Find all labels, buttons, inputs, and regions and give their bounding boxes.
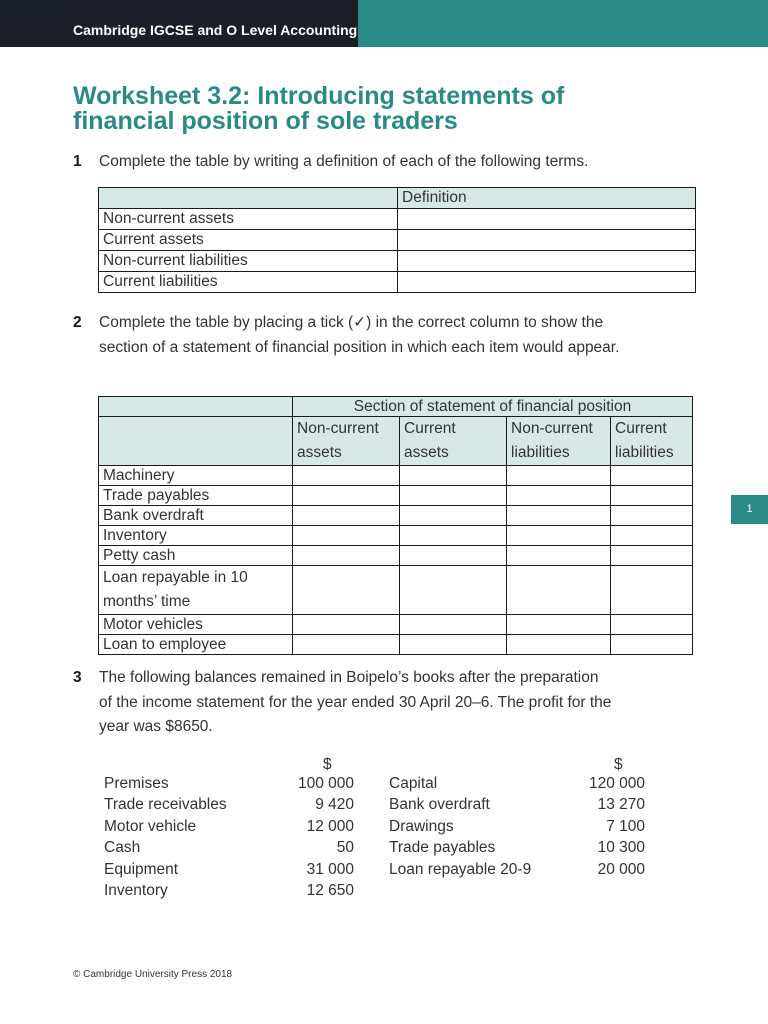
tick-cell[interactable]	[400, 615, 507, 635]
sections-table	[98, 396, 693, 655]
tick-cell[interactable]	[611, 526, 693, 546]
definition-answer-cell[interactable]	[398, 251, 696, 272]
balance-label: Inventory	[104, 882, 168, 900]
table-header-row	[99, 417, 693, 466]
balance-label: Premises	[104, 775, 169, 792]
question-3-number: 3	[73, 669, 82, 686]
left-balances-labels	[104, 773, 264, 901]
definition-answer-cell[interactable]	[398, 272, 696, 293]
item-cell: Loan repayable in 10 months’ time	[99, 566, 293, 615]
item-cell: Inventory	[99, 526, 293, 546]
tick-cell[interactable]	[400, 466, 507, 486]
tick-cell[interactable]	[507, 486, 611, 506]
definition-answer-cell[interactable]	[398, 230, 696, 251]
balance-value: 12 650	[306, 882, 354, 900]
table-row	[99, 566, 693, 615]
tick-cell[interactable]	[611, 615, 693, 635]
copyright-footer: © Cambridge University Press 2018	[73, 969, 233, 980]
balance-value: 100 000	[297, 775, 354, 792]
balance-value: 10 300	[597, 839, 645, 857]
balance-value: 50	[336, 839, 354, 857]
right-currency-header: $	[614, 756, 623, 773]
left-currency-header: $	[323, 756, 332, 773]
balance-label: Equipment	[104, 860, 179, 878]
page-number-tab: 1	[731, 495, 768, 524]
term-cell: Non-current assets	[99, 209, 398, 230]
question-2-text: Complete the table by placing a tick (✓) in the correct column to show the section of a statement of financial position in which each item would appear.	[99, 314, 620, 356]
table-row	[99, 635, 693, 655]
tick-cell[interactable]	[611, 635, 693, 655]
balance-value: 9 420	[315, 796, 354, 814]
tick-cell[interactable]	[293, 615, 400, 635]
right-balances-values	[559, 773, 645, 880]
tick-cell[interactable]	[293, 486, 400, 506]
balance-label: Cash	[104, 839, 141, 857]
tick-cell[interactable]	[507, 566, 611, 615]
definitions-table	[98, 187, 696, 293]
balance-value: 12 000	[306, 817, 354, 835]
column-header-non-current-assets: Non-current assets	[293, 417, 400, 466]
table-row	[99, 546, 693, 566]
tick-cell[interactable]	[293, 506, 400, 526]
item-cell: Trade payables	[99, 486, 293, 506]
tick-cell[interactable]	[293, 526, 400, 546]
column-header-current-liabilities: Current liabilities	[611, 417, 693, 466]
section-group-header: Section of statement of financial position	[293, 397, 693, 417]
tick-cell[interactable]	[611, 566, 693, 615]
balance-value: 31 000	[306, 860, 354, 878]
table-row	[99, 466, 693, 486]
tick-cell[interactable]	[611, 506, 693, 526]
tick-cell[interactable]	[400, 635, 507, 655]
column-header-non-current-liabilities: Non-current liabilities	[507, 417, 611, 466]
table-row	[99, 615, 693, 635]
table-row	[99, 251, 696, 272]
blank-header-cell	[99, 188, 398, 209]
tick-cell[interactable]	[400, 506, 507, 526]
balance-label: Trade payables	[389, 839, 496, 857]
tick-cell[interactable]	[400, 546, 507, 566]
table-row	[99, 486, 693, 506]
definition-header: Definition	[398, 188, 696, 209]
blank-header-cell	[99, 397, 293, 417]
balance-label: Bank overdraft	[389, 796, 490, 814]
term-cell: Current liabilities	[99, 272, 398, 293]
question-1-text: Complete the table by writing a definition of each of the following terms.	[99, 153, 589, 170]
item-cell: Bank overdraft	[99, 506, 293, 526]
term-cell: Current assets	[99, 230, 398, 251]
balance-value: 7 100	[606, 817, 645, 835]
table-row	[99, 230, 696, 251]
tick-cell[interactable]	[293, 466, 400, 486]
question-1-number: 1	[73, 153, 82, 170]
item-cell: Loan to employee	[99, 635, 293, 655]
balance-value: 13 270	[597, 796, 645, 814]
table-row	[99, 506, 693, 526]
table-row	[99, 526, 693, 546]
balance-label: Loan repayable 20-9	[389, 860, 532, 878]
tick-cell[interactable]	[293, 566, 400, 615]
blank-header-cell	[99, 417, 293, 466]
table-row	[99, 272, 696, 293]
item-cell: Machinery	[99, 466, 293, 486]
book-title: Cambridge IGCSE and O Level Accounting	[73, 22, 358, 38]
tick-cell[interactable]	[611, 486, 693, 506]
tick-cell[interactable]	[507, 466, 611, 486]
balance-label: Capital	[389, 775, 438, 792]
balance-value: 20 000	[597, 860, 645, 878]
table-row	[99, 209, 696, 230]
balance-label: Trade receivables	[104, 796, 227, 814]
tick-cell[interactable]	[507, 615, 611, 635]
tick-cell[interactable]	[400, 526, 507, 546]
tick-cell[interactable]	[611, 546, 693, 566]
definition-answer-cell[interactable]	[398, 209, 696, 230]
tick-cell[interactable]	[507, 546, 611, 566]
tick-cell[interactable]	[507, 526, 611, 546]
question-2-number: 2	[73, 314, 82, 331]
table-header-row	[99, 188, 696, 209]
tick-cell[interactable]	[293, 635, 400, 655]
balance-label: Motor vehicle	[104, 817, 197, 835]
left-balances-values	[264, 773, 354, 901]
right-balances-labels	[389, 773, 559, 880]
tick-cell[interactable]	[400, 486, 507, 506]
table-group-header-row	[99, 397, 693, 417]
tick-cell[interactable]	[293, 546, 400, 566]
tick-cell[interactable]	[400, 566, 507, 615]
item-cell: Petty cash	[99, 546, 293, 566]
worksheet-title: Worksheet 3.2: Introducing statements of financial position of sole traders	[73, 82, 565, 135]
tick-cell[interactable]	[507, 506, 611, 526]
balance-value: 120 000	[588, 775, 645, 792]
question-3-text: The following balances remained in Boipelo’s books after the preparation of the income statement for the year ended 30 April 20–6. The profit for the year was $8650.	[99, 669, 612, 735]
header-accent-bar	[358, 0, 768, 47]
item-cell: Motor vehicles	[99, 615, 293, 635]
tick-cell[interactable]	[611, 466, 693, 486]
term-cell: Non-current liabilities	[99, 251, 398, 272]
column-header-current-assets: Current assets	[400, 417, 507, 466]
tick-cell[interactable]	[507, 635, 611, 655]
balance-label: Drawings	[389, 817, 454, 835]
